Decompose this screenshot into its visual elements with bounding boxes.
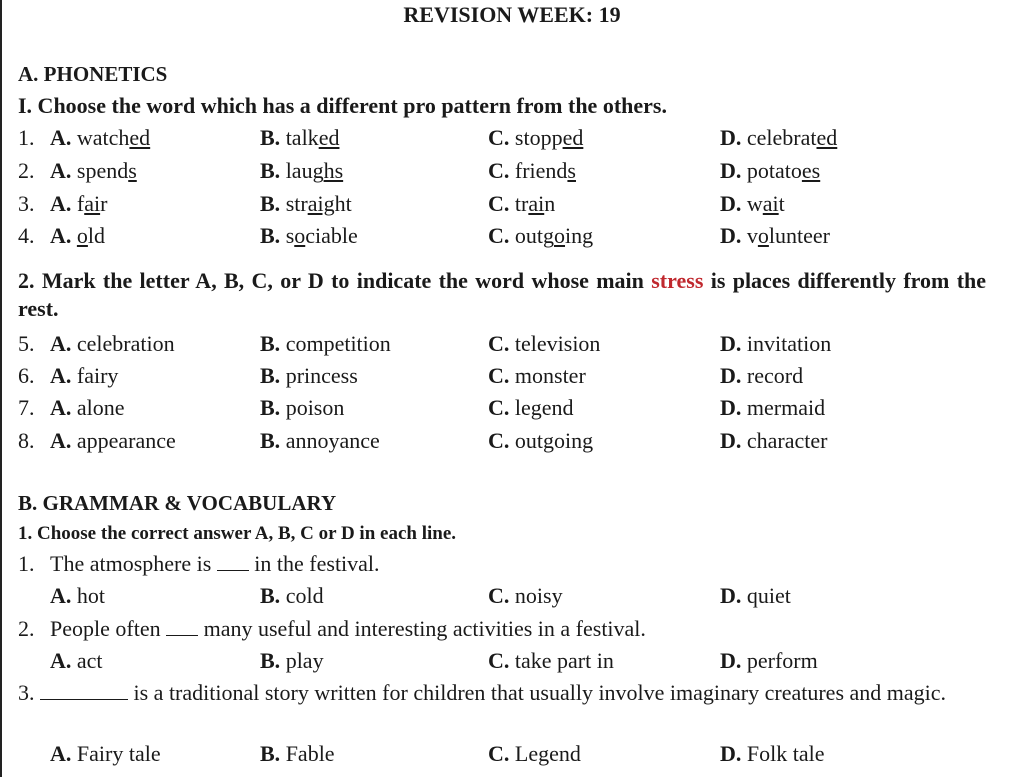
- question-text: 3. is a traditional story written for children that usually involve imaginary creatures and magic.: [18, 680, 947, 705]
- option-b: B. talked: [260, 125, 340, 150]
- option-a: A. Fairy tale: [50, 741, 161, 766]
- option-a: A. hot: [50, 583, 106, 608]
- option-a: A. appearance: [50, 428, 176, 453]
- option-a: A. celebration: [50, 331, 175, 356]
- grammar-instruction: 1. Choose the correct answer A, B, C or D in each line.: [18, 523, 457, 544]
- option-c: C. Legend: [488, 741, 581, 766]
- option-d: D. perform: [720, 648, 818, 673]
- option-a: A. act: [50, 648, 103, 673]
- option-c: C. monster: [488, 363, 586, 388]
- option-b: B. competition: [260, 331, 391, 356]
- question-number: 3.: [18, 191, 35, 216]
- page-title: REVISION WEEK: 19: [403, 2, 621, 27]
- option-a: A. fairy: [50, 363, 119, 388]
- question-row: [0, 330, 1024, 360]
- option-b: B. laughs: [260, 158, 344, 183]
- option-c: C. outgoing: [488, 428, 594, 453]
- question-number: 8.: [18, 428, 35, 453]
- question-number: 3.: [18, 680, 35, 705]
- question-row: [0, 157, 1024, 187]
- option-d: D. character: [720, 428, 828, 453]
- option-c: C. stopped: [488, 125, 584, 150]
- question-number: 5.: [18, 331, 35, 356]
- option-b: B. play: [260, 648, 324, 673]
- options-row: [0, 647, 1024, 677]
- question-row: [0, 427, 1024, 457]
- question-text: People often many useful and interesting activities in a festival.: [50, 616, 646, 641]
- option-a: A. old: [50, 223, 106, 248]
- section-a-heading: A. PHONETICS: [18, 62, 168, 86]
- question-text: The atmosphere is in the festival.: [50, 551, 380, 576]
- option-d: D. invitation: [720, 331, 832, 356]
- answer-blank: [40, 681, 128, 700]
- option-a: A. alone: [50, 395, 125, 420]
- option-d: D. record: [720, 363, 804, 388]
- options-row: [0, 582, 1024, 612]
- question-row: [0, 394, 1024, 424]
- answer-blank: [166, 617, 198, 636]
- option-b: B. princess: [260, 363, 358, 388]
- option-d: D. quiet: [720, 583, 791, 608]
- options-row: [0, 740, 1024, 770]
- question-number: 6.: [18, 363, 35, 388]
- option-d: D. potatoes: [720, 158, 821, 183]
- option-b: B. Fable: [260, 741, 335, 766]
- option-c: C. noisy: [488, 583, 563, 608]
- option-c: C. train: [488, 191, 556, 216]
- option-d: D. celebrated: [720, 125, 838, 150]
- option-b: B. sociable: [260, 223, 358, 248]
- part1-instruction: I. Choose the word which has a different pro pattern from the others.: [18, 93, 667, 118]
- option-b: B. straight: [260, 191, 352, 216]
- option-d: D. mermaid: [720, 395, 826, 420]
- question-number: 2.: [18, 158, 35, 183]
- question-number: 4.: [18, 223, 35, 248]
- option-b: B. annoyance: [260, 428, 380, 453]
- option-c: C. take part in: [488, 648, 614, 673]
- option-a: A. spends: [50, 158, 137, 183]
- question-number: 7.: [18, 395, 35, 420]
- question-row: [0, 190, 1024, 220]
- option-c: C. television: [488, 331, 601, 356]
- answer-blank: [217, 552, 249, 571]
- question-row: [0, 362, 1024, 392]
- option-d: D. wait: [720, 191, 785, 216]
- stress-highlight: stress: [651, 268, 704, 293]
- option-c: C. outgoing: [488, 223, 594, 248]
- option-d: D. volunteer: [720, 223, 830, 248]
- option-c: C. legend: [488, 395, 574, 420]
- option-a: A. watched: [50, 125, 151, 150]
- question-number: 1.: [18, 125, 35, 150]
- option-c: C. friends: [488, 158, 576, 183]
- question-row: [0, 550, 1024, 580]
- question-number: 1.: [18, 551, 35, 576]
- question-row: [0, 615, 1024, 645]
- option-a: A. fair: [50, 191, 108, 216]
- part2-instruction: 2. Mark the letter A, B, C, or D to indicate the word whose main stress is places differently from the rest.: [18, 268, 987, 321]
- section-b-heading: B. GRAMMAR & VOCABULARY: [18, 491, 337, 515]
- option-b: B. cold: [260, 583, 324, 608]
- question-row: [0, 222, 1024, 252]
- question-row: [0, 124, 1024, 154]
- question-number: 2.: [18, 616, 35, 641]
- option-b: B. poison: [260, 395, 345, 420]
- option-d: D. Folk tale: [720, 741, 825, 766]
